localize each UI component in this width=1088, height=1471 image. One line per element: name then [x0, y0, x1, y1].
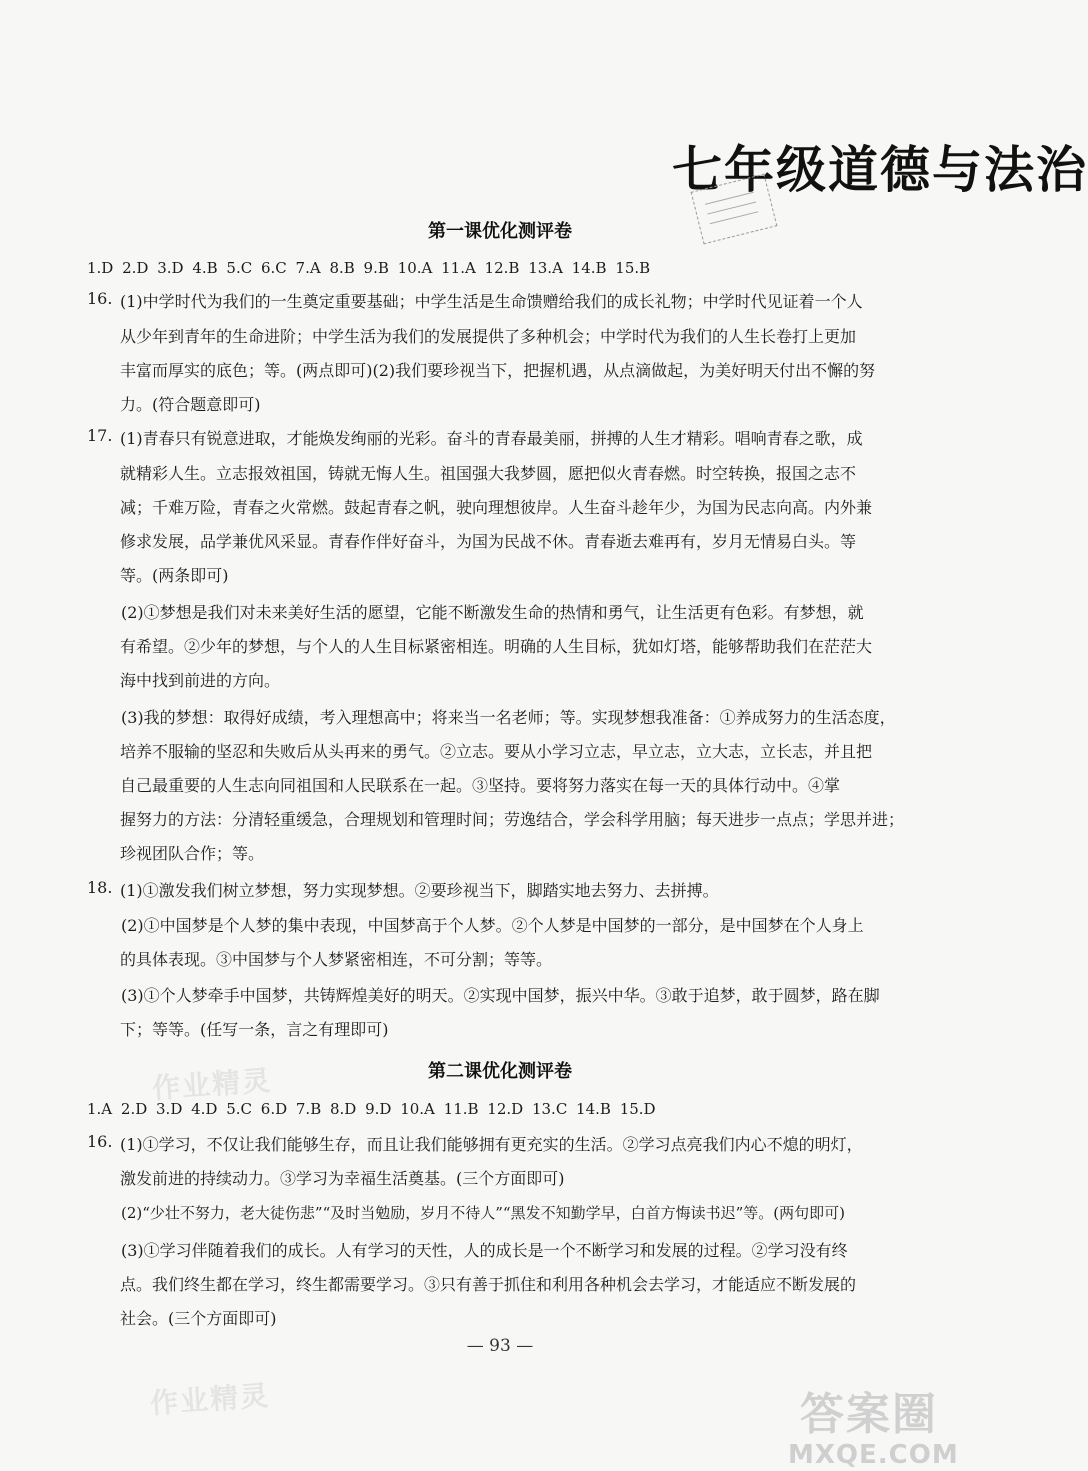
answer-line: 的具体表现。③中国梦与个人梦紧密相连，不可分割；等等。 — [120, 950, 553, 969]
question-16-lesson-1 — [0, 289, 1000, 311]
watermark-text: 作业精灵 — [149, 1378, 272, 1421]
answer-line: 等。(两条即可) — [120, 566, 229, 585]
answer-line: (2)①中国梦是个人梦的集中表现，中国梦高于个人梦。②个人梦是中国梦的一部分，是中国梦在个人身上 — [121, 916, 864, 935]
answer-line: 社会。(三个方面即可) — [120, 1309, 277, 1328]
answer-line: (1)①学习，不仅让我们能够生存，而且让我们能够拥有更充实的生活。②学习点亮我们内心不熄的明灯， — [120, 1135, 863, 1154]
answer-line: 激发前进的持续动力。③学习为幸福生活奠基。(三个方面即可) — [120, 1169, 565, 1188]
answer-line: 珍视团队合作；等。 — [120, 844, 265, 863]
question-number: 17. — [87, 426, 113, 445]
question-17-lesson-1 — [0, 426, 1000, 448]
question-16-lesson-2 — [0, 1132, 1000, 1154]
answer-line: (3)①学习伴随着我们的成长。人有学习的天性，人的成长是一个不断学习和发展的过程。②学习没有终 — [121, 1241, 848, 1260]
answer-line: 握努力的方法：分清轻重缓急，合理规划和管理时间；劳逸结合，学会科学用脑；每天进步一点点；学思并进； — [120, 810, 905, 829]
answer-line: 从少年到青年的生命进阶；中学生活为我们的发展提供了多种机会；中学时代为我们的人生长卷打上更加 — [120, 327, 857, 346]
answer-line: 自己最重要的人生志向同祖国和人民联系在一起。③坚持。要将努力落实在每一天的具体行动中。④掌 — [120, 776, 841, 795]
page-number: — 93 — — [466, 1336, 534, 1356]
answer-line: 下；等等。(任写一条，言之有理即可) — [120, 1020, 389, 1039]
answer-line: 就精彩人生。立志报效祖国，铸就无悔人生。祖国强大我梦圆，愿把似火青春燃。时空转换，报国之志不 — [120, 464, 857, 483]
answer-line: (3)①个人梦牵手中国梦，共铸辉煌美好的明天。②实现中国梦，振兴中华。③敢于追梦，敢于圆梦，路在脚 — [121, 986, 880, 1005]
answer-line: 修求发展，品学兼优风采显。青春作伴好奋斗，为国为民战不休。青春逝去难再有，岁月无情易白头。等 — [120, 532, 857, 551]
answer-line: 有希望。②少年的梦想，与个人的人生目标紧密相连。明确的人生目标，犹如灯塔，能够帮助我们在茫茫大 — [120, 637, 873, 656]
answer-line: 海中找到前进的方向。 — [120, 671, 281, 690]
answer-line: (1)①激发我们树立梦想，努力实现梦想。②要珍视当下，脚踏实地去努力、去拼搏。 — [120, 881, 719, 900]
answer-line: (3)我的梦想：取得好成绩，考入理想高中；将来当一名老师；等。实现梦想我准备：①养成努力的生活态度， — [121, 708, 896, 727]
question-18-lesson-1 — [0, 878, 1000, 900]
watermark-logo: 答案圈 — [800, 1389, 938, 1440]
answer-line: 丰富而厚实的底色；等。(两点即可)(2)我们要珍视当下，把握机遇，从点滴做起，为美好明天付出不懈的努 — [120, 361, 876, 380]
question-number: 16. — [87, 289, 113, 308]
answer-line: (1)中学时代为我们的一生奠定重要基础；中学生活是生命馈赠给我们的成长礼物；中学时代见证着一个人 — [120, 292, 863, 311]
answer-line: 点。我们终生都在学习，终生都需要学习。③只有善于抓住和利用各种机会去学习，才能适应不断发展的 — [120, 1275, 857, 1294]
answer-line: (2)“少壮不努力，老大徒伤悲”“及时当勉励，岁月不待人”“黑发不知勤学早，白首方悔读书迟”等。(两句即可) — [121, 1204, 845, 1222]
watermark-text: 作业精灵 — [151, 1063, 274, 1106]
choice-answers-lesson-2: 1.A 2.D 3.D 4.D 5.C 6.D 7.B 8.D 9.D 10.A 11.B 12.D 13.C 14.B 15.D — [87, 1100, 656, 1118]
answer-line: 减；千难万险，青春之火常燃。鼓起青春之帆，驶向理想彼岸。人生奋斗趁年少，为国为民志向高。内外兼 — [120, 498, 873, 517]
question-number: 16. — [87, 1132, 113, 1151]
choice-answers-lesson-1: 1.D 2.D 3.D 4.B 5.C 6.C 7.A 8.B 9.B 10.A 11.A 12.B 13.A 14.B 15.B — [87, 259, 651, 277]
watermark-url: MXQE.COM — [788, 1440, 959, 1470]
answer-line: 培养不服输的坚忍和失败后从头再来的勇气。②立志。要从小学习立志，早立志，立大志，立长志，并且把 — [120, 742, 873, 761]
section-title-lesson-1: 第一课优化测评卷 — [428, 221, 572, 242]
section-title-lesson-2: 第二课优化测评卷 — [428, 1061, 572, 1082]
answer-line: (2)①梦想是我们对未来美好生活的愿望，它能不断激发生命的热情和勇气，让生活更有色彩。有梦想，就 — [121, 603, 864, 622]
question-number: 18. — [87, 878, 113, 897]
answer-line: (1)青春只有锐意进取，才能焕发绚丽的光彩。奋斗的青春最美丽，拼搏的人生才精彩。唱响青春之歌，成 — [120, 429, 863, 448]
answer-line: 力。(符合题意即可) — [120, 395, 261, 414]
page-title: 七年级道德与法治 — [672, 140, 1088, 199]
